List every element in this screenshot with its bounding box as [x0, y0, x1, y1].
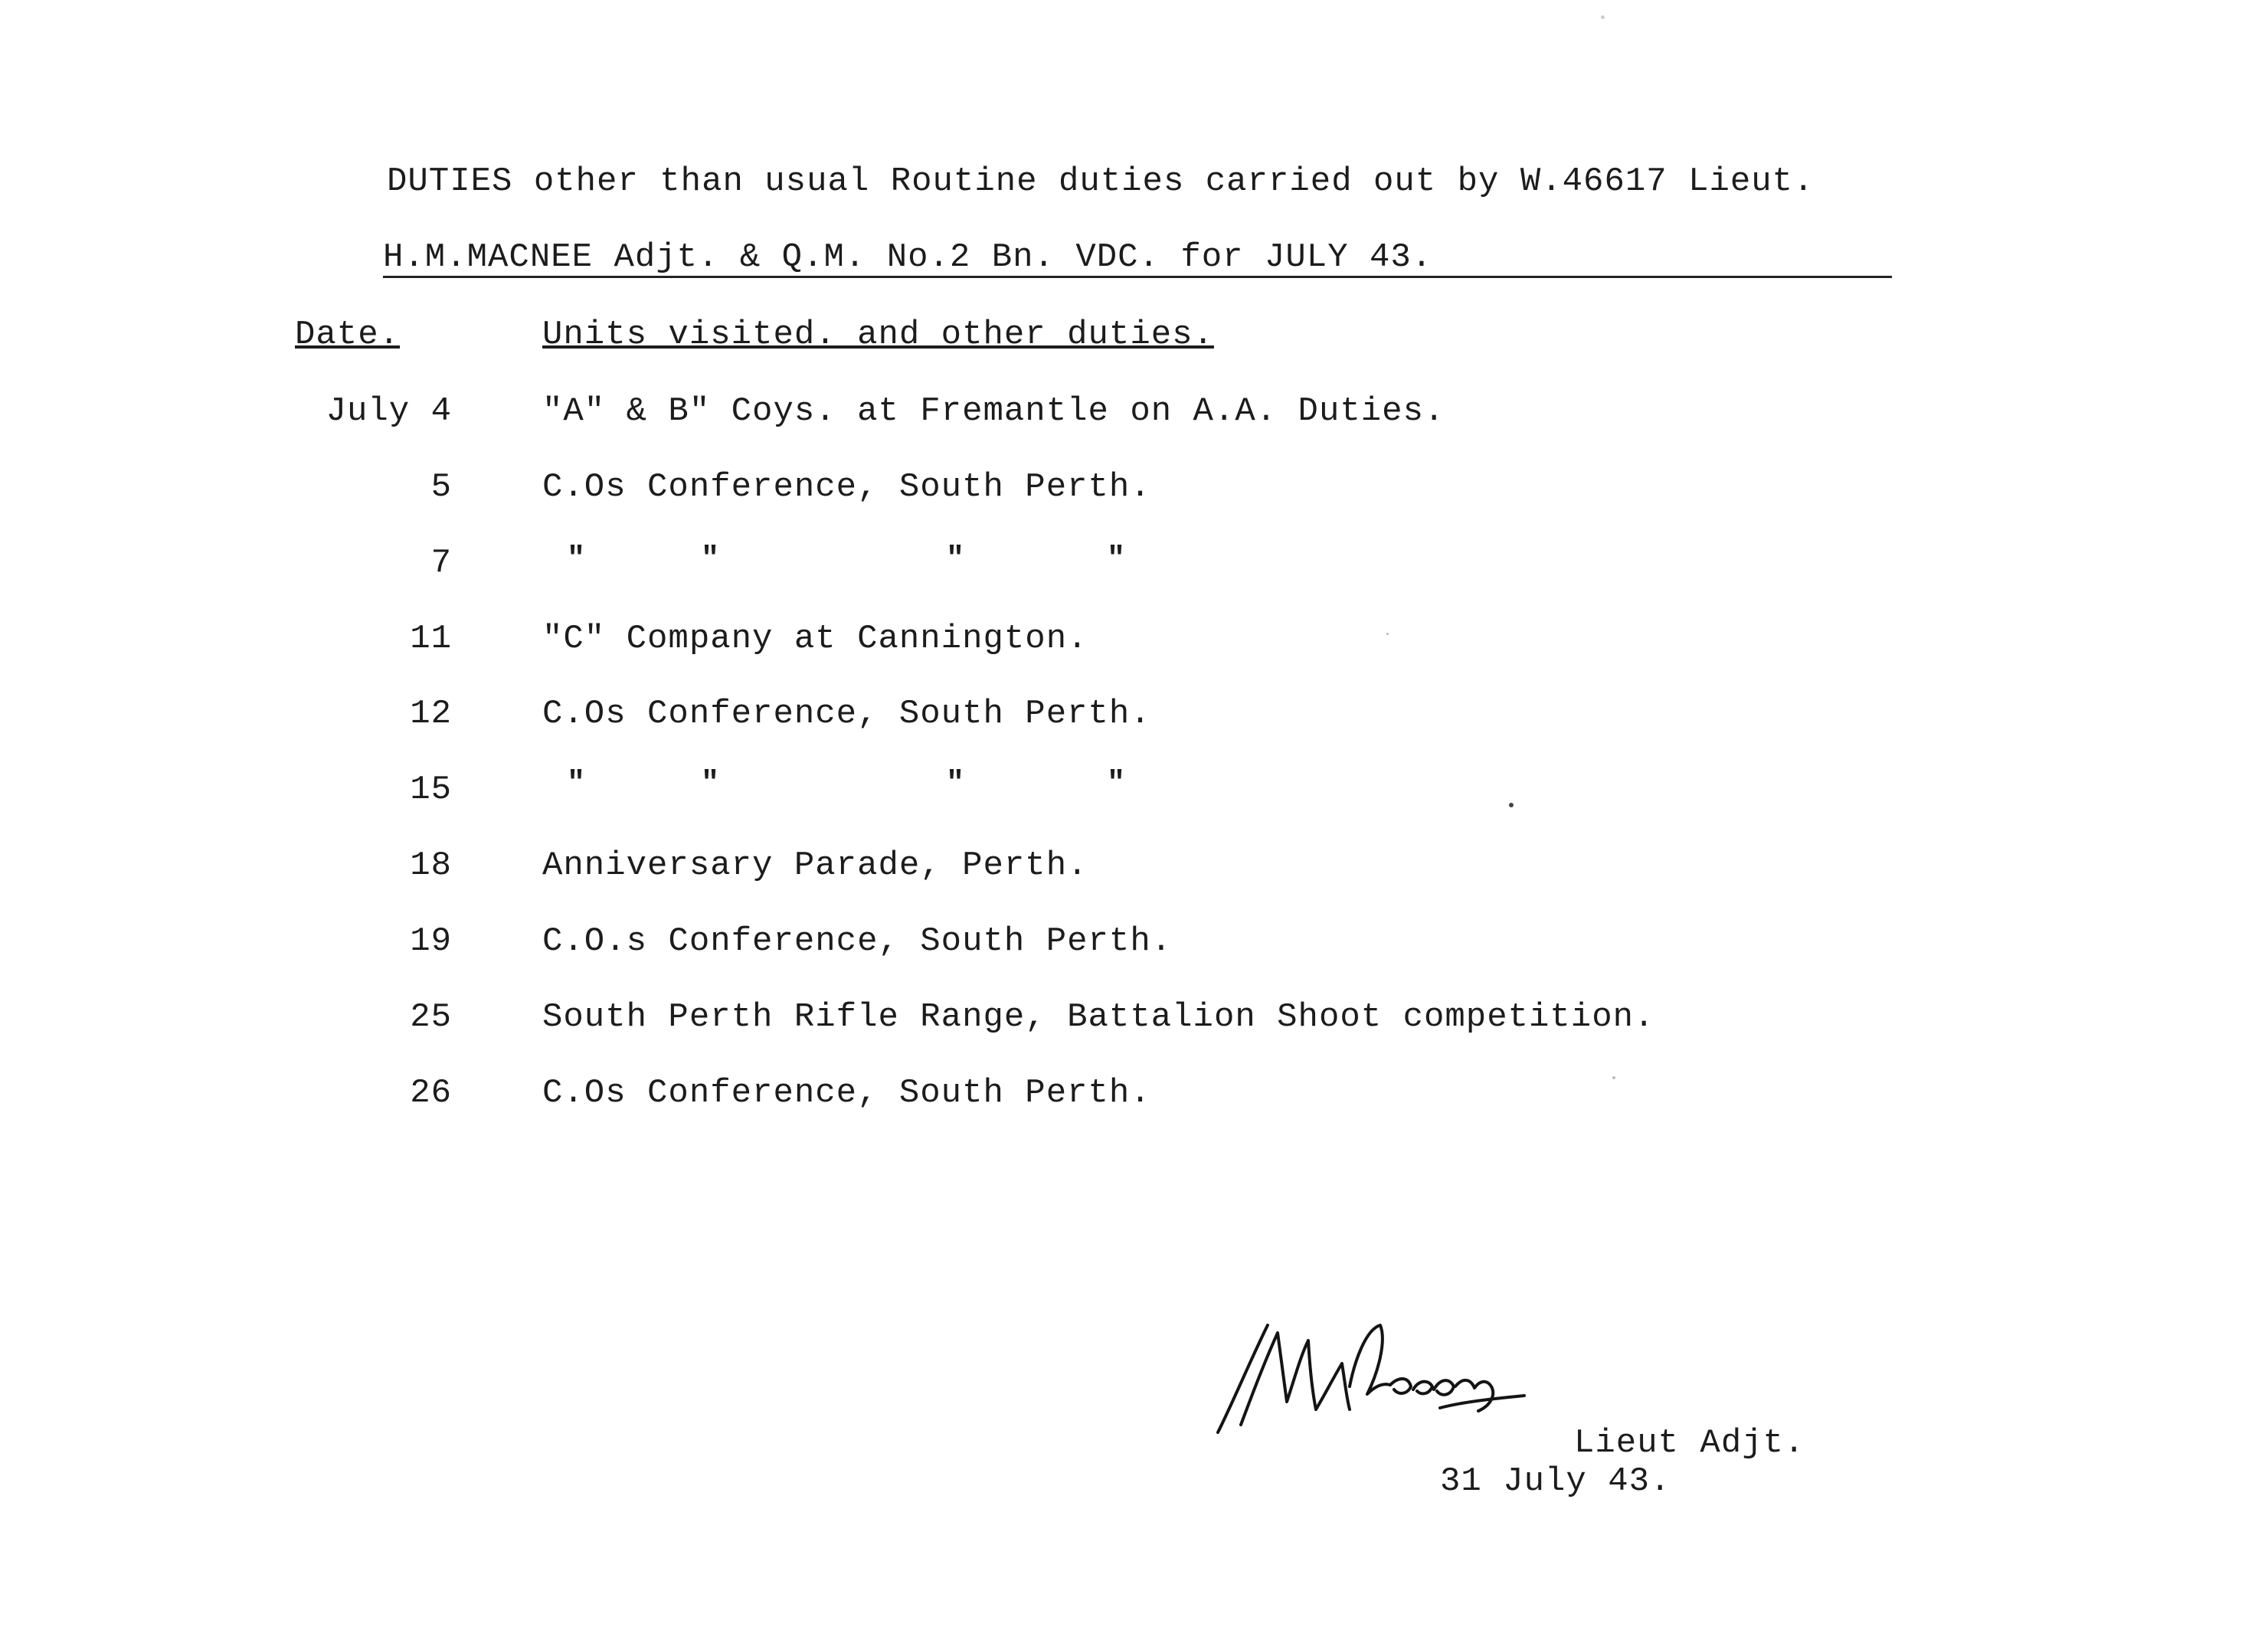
handwritten-signature [1210, 1310, 1547, 1448]
date-column-header: Date. [295, 316, 401, 354]
scan-speck [1509, 803, 1514, 807]
entry-date: July 4 [326, 392, 452, 430]
heading-line-2: H.M.MACNEE Adjt. & Q.M. No.2 Bn. VDC. for JULY 43. [383, 241, 1892, 278]
entry-date: 5 [430, 468, 452, 506]
signatory-rank: Lieut Adjt. [1574, 1424, 1805, 1462]
ditto-mark: " [701, 542, 721, 577]
scan-speck [1601, 15, 1605, 19]
units-column-header: Units visited. and other duties. [542, 316, 1214, 354]
ditto-mark: " [567, 767, 587, 801]
entry-date: 7 [430, 544, 452, 582]
ditto-mark: " [1107, 542, 1127, 577]
entry-text: "A" & B" Coys. at Fremantle on A.A. Duties. [542, 392, 1445, 430]
entry-text: South Perth Rifle Range, Battalion Shoot competition. [542, 998, 1655, 1036]
scan-speck [1386, 633, 1389, 635]
entry-text: "C" Company at Cannington. [542, 620, 1088, 658]
ditto-mark: " [1107, 767, 1127, 801]
signature-date: 31 July 43. [1440, 1462, 1671, 1501]
ditto-mark: " [701, 767, 721, 801]
entry-text: Anniversary Parade, Perth. [542, 846, 1088, 885]
entry-date: 26 [410, 1074, 452, 1112]
ditto-mark: " [567, 542, 587, 577]
entry-date: 11 [410, 620, 452, 658]
entry-date: 25 [410, 998, 452, 1036]
heading-line-1: DUTIES other than usual Routine duties carried out by W.46617 Lieut. [387, 162, 1815, 201]
entry-date: 15 [410, 771, 452, 809]
ditto-mark: " [946, 542, 966, 577]
entry-text: C.Os Conference, South Perth. [542, 1074, 1151, 1112]
entry-text: C.O.s Conference, South Perth. [542, 922, 1173, 961]
entry-date: 18 [410, 846, 452, 885]
entry-date: 12 [410, 695, 452, 733]
entry-date: 19 [410, 922, 452, 961]
entry-text: C.Os Conference, South Perth. [542, 695, 1151, 733]
scan-speck [1612, 1076, 1615, 1079]
entry-text: C.Os Conference, South Perth. [542, 468, 1151, 506]
ditto-mark: " [946, 767, 966, 801]
